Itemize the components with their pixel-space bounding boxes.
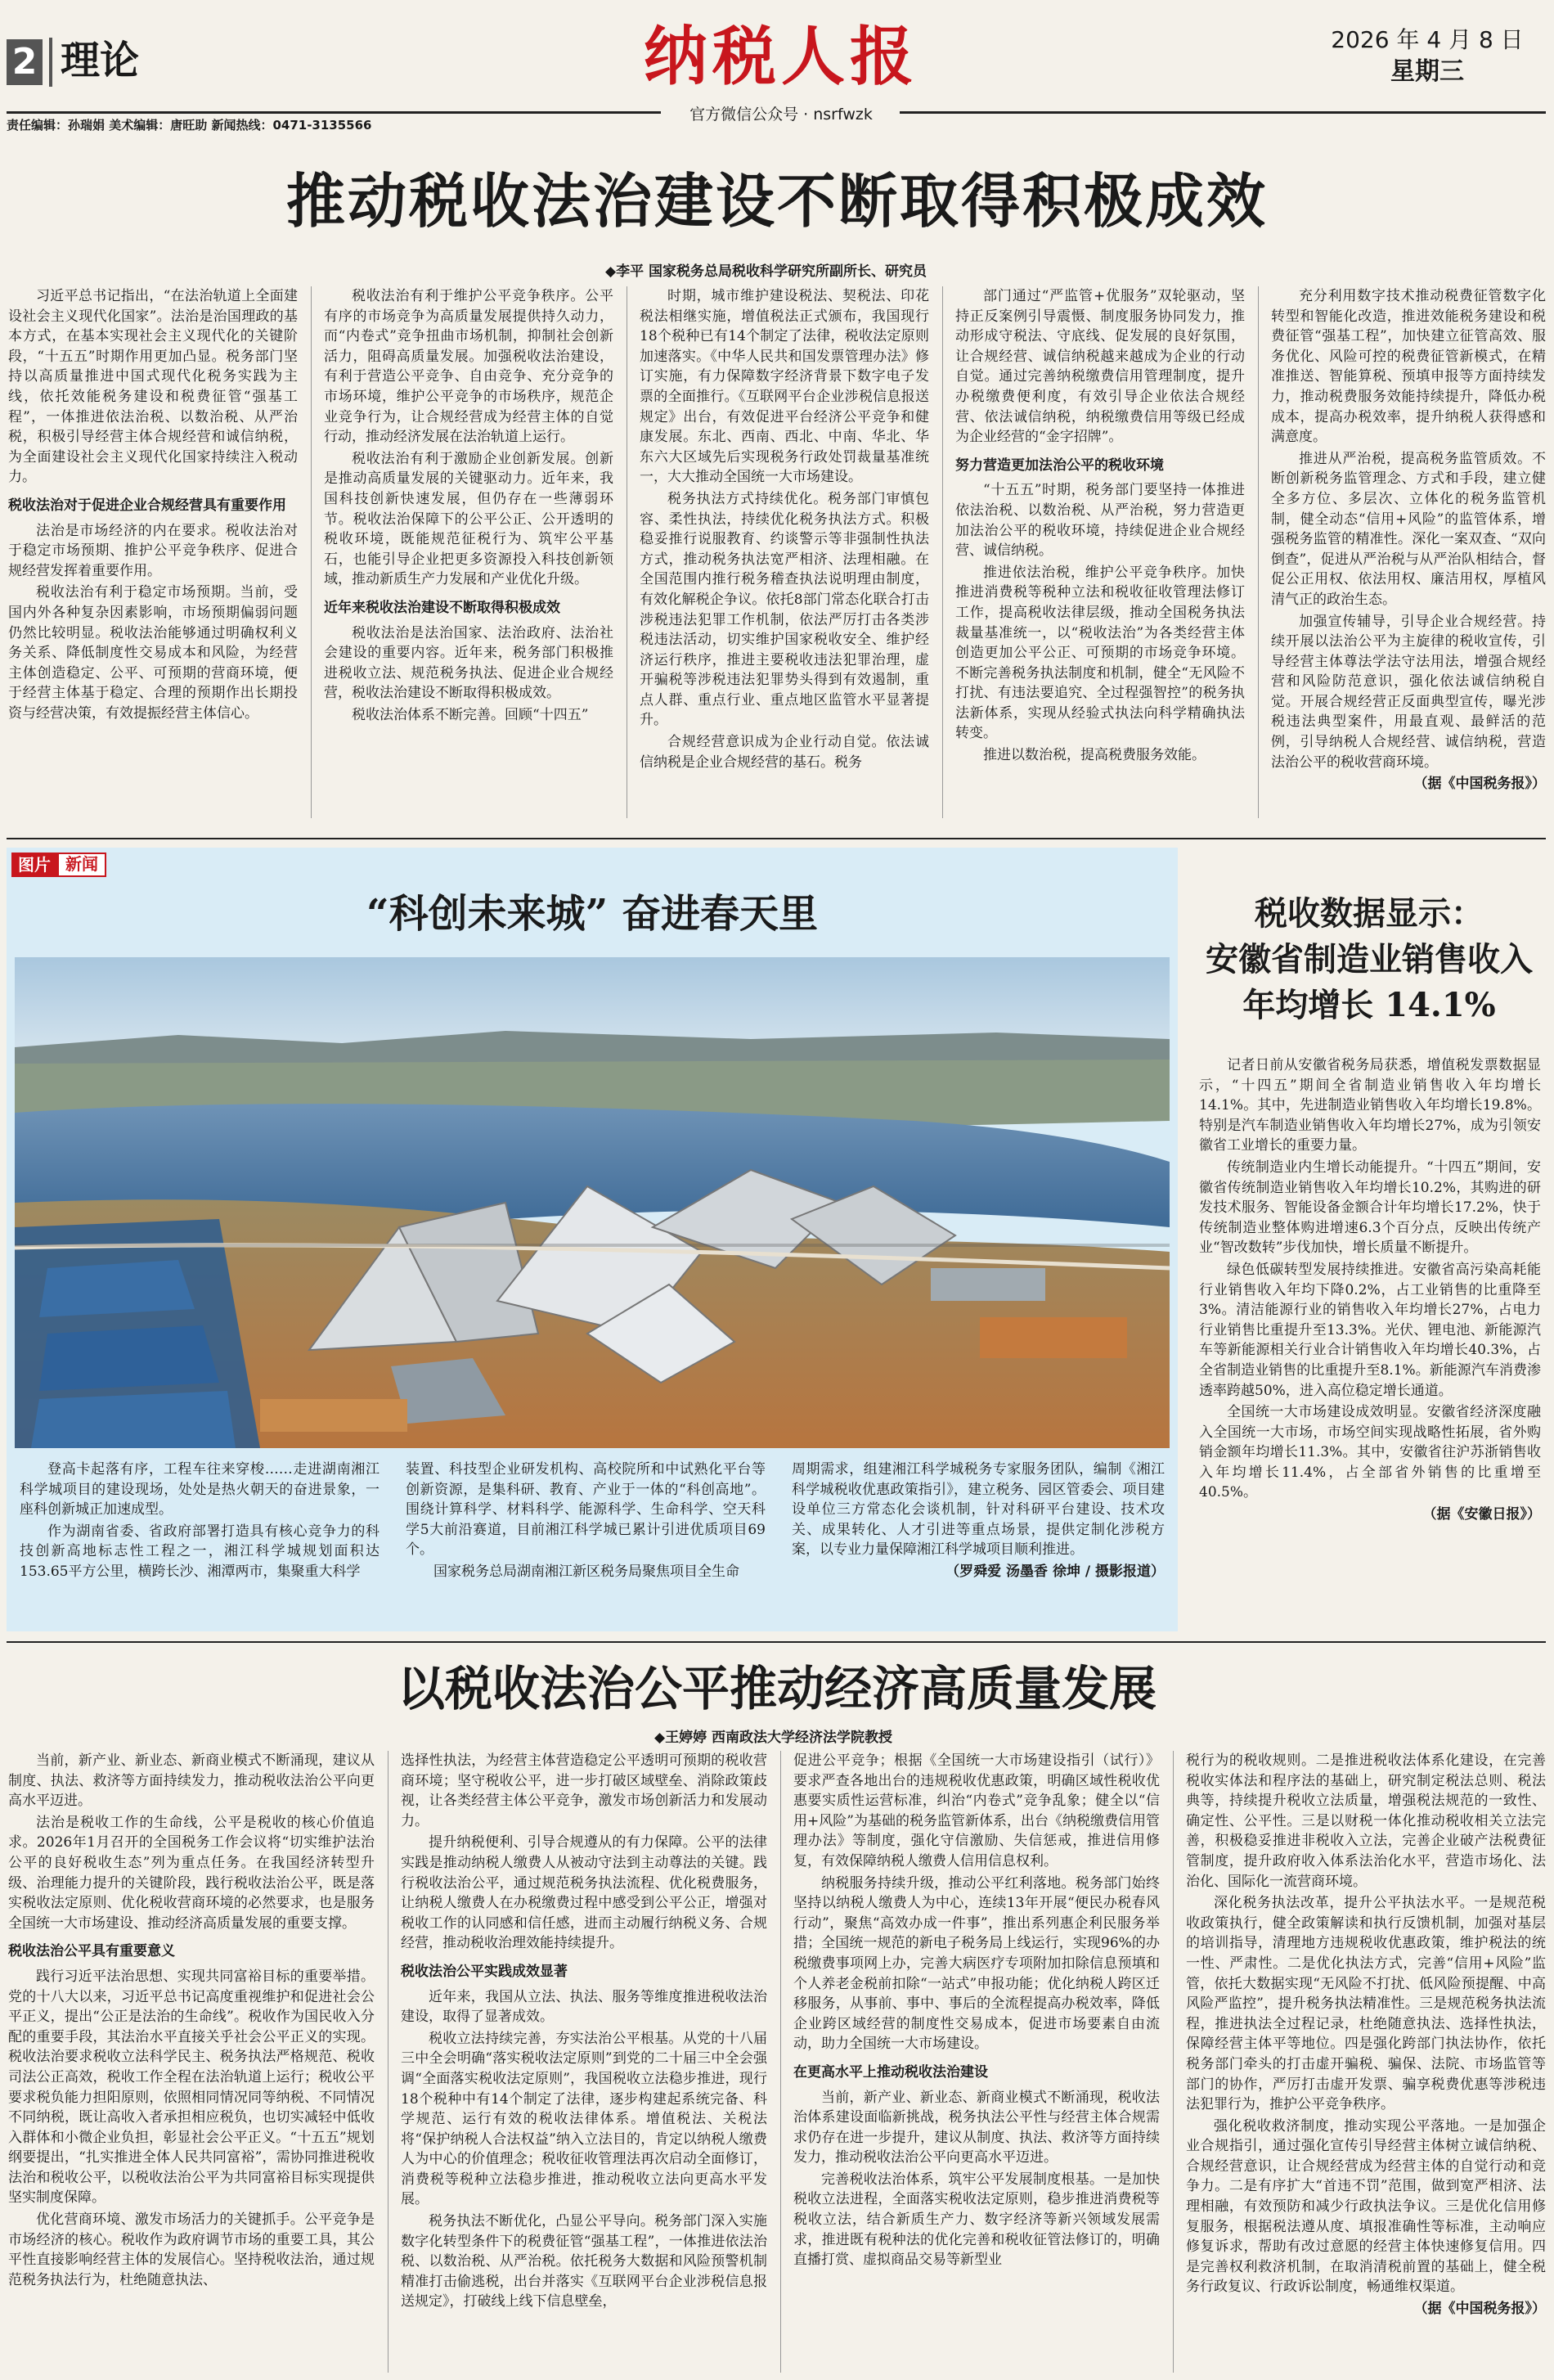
source-credit: （据《中国税务报》）: [1413, 2301, 1546, 2318]
paragraph: 记者日前从安徽省税务局获悉，增值税发票数据显示，“十四五”期间全省制造业销售收入年均增长14.1%。其中，先进制造业销售收入年均增长19.8%。特别是汽车制造业销售收入年均增长27%，成为引领安徽省工业增长的重要力量。: [1199, 1057, 1541, 1154]
photo-caption-column-1: [20, 1460, 380, 1623]
paragraph: 践行习近平法治思想、实现共同富裕目标的重要举措。党的十八大以来，习近平总书记高度重视维护和促进社会公平正义，提出“公正是法治的生命线”。税收作为国民收入分配的重要手段，其法治水平直接关乎社会公平正义的实现。税收法治要求税收立法科学民主、税务执法严格规范、税收司法公正高效，税收工作全程在法治轨道上运行；税收公平要求税负能力担阳原则，依照相同情况同等纳税、不同情况不同纳税，既让高收入者承担相应税负，也切实减轻中低收入群体和小微企业负担，彰显社会公平正义。“十五五”规划纲要提出，“扎实推进全体人民共同富裕”，需协同推进税收法治和税收公平，以税收法治公平为共同富裕目标实现提供坚实制度保障。: [8, 1968, 375, 2207]
paragraph: 装置、科技型企业研发机构、高校院所和中试熟化平台等创新资源，是集科研、教育、产业于一体的“科创高地”。围绕计算科学、材料科学、能源科学、生命科学、空天科学5大前沿赛道，目前湘江科学城已累计引进优质项目69个。: [406, 1461, 766, 1559]
paragraph: 习近平总书记指出，“在法治轨道上全面建设社会主义现代化国家”。法治是治国理政的基本方式，在基本实现社会主义现代化的关键阶段，“十五五”时期作用更加凸显。税务部门坚持以高质量推进中国式现代化税务实践为主线，依托效能税务建设和税费征管“强基工程”，一体推进依法治税、以数治税、从严治税，积极引导经营主体合规经营和诚信纳税，为全面建设社会主义现代化国家持续注入税动力。: [8, 288, 298, 486]
paragraph: 登高卡起落有序，工程车往来穿梭……走进湖南湘江科学城项目的建设现场，处处是热火朝天的奋进景象，一座科创新城正加速成型。: [20, 1461, 380, 1518]
aerial-photo-svg: [15, 957, 1170, 1448]
paragraph: 选择性执法，为经营主体营造稳定公平透明可预期的税收营商环境；坚守税收公平，进一步打破区域壁垒、消除政策歧视，让各类经营主体公平竞争，激发市场创新活力和发展动力。: [401, 1752, 767, 1829]
paragraph: 推进从严治税，提高税务监管质效。不断创新税务监管理念、方式和手段，建立健全多方位、多层次、立体化的税务监管机制，健全动态“信用+风险”的监管体系，增强税务监管的精准性。深化一案双查、“双向倒查”，促进从严治税与从严治队相结合，督促公正用权、依法用权、廉洁用权，厚植风清气正的政治生态。: [1271, 450, 1546, 608]
paragraph: 税务执法不断优化，凸显公平导向。税务部门深入实施数字化转型条件下的税费征管“强基工程”，一体推进依法治税、以数治税、从严治税。依托税务大数据和风险预警机制精准打击偷逃税，出台并落实《互联网平台企业涉税信息报送规定》，打破线上线下信息壁垒，: [401, 2213, 767, 2310]
construction-site-photo: [15, 957, 1170, 1448]
sidebar-article-body: [1199, 1055, 1541, 1628]
paragraph: 近年来，我国从立法、执法、服务等维度推进税收法治建设，取得了显著成效。: [401, 1988, 767, 2026]
section-name: [49, 38, 52, 87]
paragraph: 优化营商环境、激发市场活力的关键抓手。公平竞争是市场经济的核心。税收作为政府调节市场的重要工具，其公平性直接影响经营主体的发展信心。坚持税收法治，通过规范税务执法行为，杜绝随意执法、: [8, 2211, 375, 2288]
article2-column-4: [1186, 1751, 1546, 2373]
masthead-rule: [7, 111, 661, 114]
article2-column-2: [401, 1751, 767, 2373]
paragraph: 税务执法方式持续优化。税务部门审慎包容、柔性执法，持续优化税务执法方式。积极稳妥推行说服教育、约谈警示等非强制性执法方式，推动税务执法宽严相济、法理相融。在全国范围内推行税务稽查执法说明理由制度，有效化解税企争议。依托8部门常态化联合打击涉税违法犯罪工作机制，依法严厉打击各类涉税违法活动，切实维护国家税收安全、维护经济运行秩序，推进主要税收违法犯罪治理，虚开骗税等涉税违法犯罪势头得到有效遏制，重点人群、重点行业、重点地区监管水平显著提升。: [640, 490, 929, 729]
paragraph: 税收立法持续完善，夯实法治公平根基。从党的十八届三中全会明确“落实税收法定原则”到党的二十届三中全会强调“全面落实税收法定原则”，我国税收立法稳步推进，现行18个税种中有14个制定了法律，逐步构建起系统完备、科学规范、运行有效的税收法律体系。增值税法、关税法将“保护纳税人合法权益”纳入立法目的，肯定以纳税人缴费人为中心的价值理念；税收征收管理法再次启动全面修订，消费税等税种立法稳步推进，推动税收立法向更高水平发展。: [401, 2030, 767, 2208]
column-divider: [1173, 1751, 1174, 2373]
article2-byline: ◆王婷婷 西南政法大学经济法学院教授: [654, 1730, 892, 1746]
paragraph: 纳税服务持续升级，推动公平红利落地。税务部门始终坚持以纳税人缴费人为中心，连续13年开展“便民办税春风行动”，聚焦“高效办成一件事”，推出系列惠企利民服务举措；全国统一规范的新电子税务局上线运行，实现96%的办税缴费事项网上办，完善大病医疗专项附加扣除信息预填和个人养老金税前扣除“一站式”申报功能；优化纳税人跨区迁移服务，从事前、事中、事后的全流程提高办税效率，降低企业跨区域经营的制度性交易成本，促进市场要素自由流动，助力全国统一大市场建设。: [793, 1874, 1160, 2053]
article1-column-2: [324, 286, 613, 818]
section-divider: [7, 1641, 1546, 1643]
article1-column-1: [8, 286, 298, 818]
paragraph: 推进以数治税，提高税费服务效能。: [983, 747, 1206, 764]
subheading: 税收法治公平实践成效显著: [401, 1963, 568, 1980]
column-divider: [311, 286, 312, 818]
section-divider: [7, 838, 1546, 839]
paragraph: 全国统一大市场建设成效明显。安徽省经济深度融入全国统一大市场，市场空间实现战略性拓展，省外购销金额年均增长11.3%。其中，安徽省往沪苏浙销售收入年均增长11.4%，占全部省外销售的比重增至40.5%。: [1199, 1404, 1541, 1501]
issue-date: 2026 年 4 月 8 日: [1331, 26, 1524, 53]
masthead-rule-right: [900, 111, 1546, 114]
photo-news-title: “科创未来城” 奋进春天里: [366, 891, 818, 937]
paper-title: 纳税人报: [643, 20, 918, 94]
issue-weekday: 星期三: [1390, 57, 1464, 86]
paragraph: 合规经营意识成为企业行动自觉。依法诚信纳税是企业合规经营的基石。税务: [640, 734, 929, 771]
article1-column-4: [955, 286, 1245, 818]
subheading: 税收法治对于促进企业合规经营具有重要作用: [8, 497, 286, 514]
paragraph: 税收法治有利于维护公平竞争秩序。公平有序的市场竞争为高质量发展提供持久动力，而“内卷式”竞争扭曲市场机制，抑制社会创新活力，阻碍高质量发展。加强税收法治建设，有利于营造公平竞争、自由竞争、充分竞争的市场环境，维护公平竞争的市场秩序，规范企业竞争行为，让合规经营成为经营主体的自觉行动，推动经济发展在法治轨道上运行。: [324, 288, 613, 446]
paragraph: 加强宣传辅导，引导企业合规经营。持续开展以法治公平为主旋律的税收宣传，引导经营主体尊法学法守法用法，增强合规经营和风险防范意识，强化依法诚信纳税自觉。开展合规经营正反面典型宣传，曝光涉税违法典型案件，用最直观、最鲜活的范例，引导纳税人合规经营、诚信纳税，营造法治公平的税收营商环境。: [1271, 613, 1546, 771]
paragraph: 法治是税收工作的生命线，公平是税收的核心价值追求。2026年1月召开的全国税务工作会议将“切实维护法治公平的良好税收生态”列为重点任务。在我国经济转型升级、治理能力提升的关键阶段，践行税收法治公平，既是落实税收法定原则、优化税收营商环境的必然要求，也是服务全国统一大市场建设、推动经济高质量发展的重要支撑。: [8, 1814, 375, 1932]
article2-column-1: [8, 1751, 375, 2373]
paragraph: 税收法治体系不断完善。回顾“十四五”: [352, 706, 589, 723]
paragraph: 充分利用数字技术推动税费征管数字化转型和智能化改造，推进效能税务建设和税费征管“强基工程”，加快建立征管高效、服务优化、风险可控的税费征管新模式，在精准推送、智能算税、预填申报等方面持续发力，推动税费服务效能持续提升，降低办税成本，提高办税效率，提升纳税人获得感和满意度。: [1271, 288, 1546, 446]
article1-byline: ◆李平 国家税务总局税收科学研究所副所长、研究员: [605, 263, 927, 280]
paragraph: 强化税收救济制度，推动实现公平落地。一是加强企业合规指引，通过强化宣传引导经营主体树立诚信纳税、合规经营意识，让合规经营成为经营主体的自觉行动和竞争力。二是有序扩大“首违不罚”范围，做到宽严相济、法理相融，有效预防和减少行政执法争议。三是优化信用修复服务，根据税法遵从度、填报准确性等标准，主动响应修复诉求，帮助有改过意愿的经营主体快速修复信用。四是完善权利救济机制，在取消清税前置的基础上，健全税务行政复议、行政诉讼制度，畅通维权渠道。: [1186, 2117, 1546, 2296]
wechat-account: 官方微信公众号 · nsrfwzk: [689, 106, 873, 124]
column-divider: [1258, 286, 1259, 818]
photo-caption-column-3: [792, 1460, 1165, 1623]
paragraph: 作为湖南省委、省政府部署打造具有核心竞争力的科技创新高地标志性工程之一，湘江科学城规划面积达153.65平方公里，横跨长沙、湘潭两市，集聚重大科学: [20, 1523, 380, 1580]
paragraph: 提升纳税便利、引导合规遵从的有力保障。公平的法律实践是推动纳税人缴费人从被动守法到主动尊法的关键。践行税收法治公平，通过规范税务执法流程、优化税费服务，让纳税人缴费人在办税缴费过程中感受到公平公正，增强对税收工作的认同感和信任感，进而主动履行纳税义务、合规经营，推动税收治理效能持续提升。: [401, 1834, 767, 1952]
paragraph: 部门通过“严监管+优服务”双轮驱动，坚持正反案例引导震慑、制度服务协同发力，推动形成守税法、守底线、促发展的良好氛围，让合规经营、诚信纳税越来越成为企业的行动自觉。通过完善纳税缴费信用管理制度，提升办税缴费便利度，有效引导企业依法合规经营、依法诚信纳税，纳税缴费信用等级已经成为企业经营的“金字招牌”。: [955, 288, 1245, 446]
sidebar-title-line3: 年均增长 14.1%: [1242, 986, 1496, 1024]
article2-column-3: [793, 1751, 1160, 2373]
photo-caption-column-2: [406, 1460, 766, 1623]
paragraph: 当前，新产业、新业态、新商业模式不断涌现，建议从制度、执法、救济等方面持续发力，推动税收法治公平向更高水平迈进。: [8, 1752, 375, 1810]
article1-column-5: [1271, 286, 1546, 818]
article1-headline: 推动税收法治建设不断取得积极成效: [285, 166, 1268, 236]
section-title: 理论: [61, 38, 140, 83]
source-credit: （据《中国税务报》）: [1413, 776, 1546, 793]
page-number-box: 2: [7, 39, 43, 85]
paragraph: 税收法治有利于激励企业创新发展。创新是推动高质量发展的关键驱动力。近年来，我国科技创新快速发展，但仍存在一些薄弱环节。税收法治保障下的公平公正、公开透明的税收环境，既能规范征税行为、筑牢公平基石，也能引导企业把更多资源投入科技创新领域，推动新质生产力发展和产业优化升级。: [324, 450, 613, 588]
paragraph: 时期，城市维护建设税法、契税法、印花税法相继实施，增值税法正式颁布，我国现行18个税种已有14个制定了法律，税收法定原则加速落实。《中华人民共和国发票管理办法》修订实施，有力保障数字经济背景下数字电子发票的全面推行。《互联网平台企业涉税信息报送规定》出台，有效促进平台经济公平竞争和健康发展。东北、西南、西北、中南、华北、华东六大区域先后实现税务行政处罚裁量基准统一，大大推动全国统一大市场建设。: [640, 288, 929, 486]
paragraph: 税收法治有利于稳定市场预期。当前，受国内外各种复杂因素影响，市场预期偏弱问题仍然比较明显。税收法治能够通过明确权利义务关系、降低制度性交易成本和风险，为经营主体创造稳定、公平、可预期的营商环境，便于经营主体基于稳定、合理的预期作出长期投资与经营决策，有效提振经营主体信心。: [8, 584, 298, 722]
paragraph: 周期需求，组建湘江科学城税务专家服务团队，编制《湘江科学城税收优惠政策指引》，建立税务、园区管委会、项目建设单位三方常态化会谈机制，针对科研平台建设、技术攻关、成果转化、人才引进等重点场景，提供定制化涉税方案，以专业力量保障湘江科学城项目顺利推进。: [792, 1461, 1165, 1559]
subheading: 近年来税收法治建设不断取得积极成效: [324, 599, 560, 616]
subheading: 努力营造更加法治公平的税收环境: [955, 457, 1164, 474]
paragraph: 国家税务总局湖南湘江新区税务局聚焦项目全生命: [433, 1563, 739, 1580]
subheading: 税收法治公平具有重要意义: [8, 1943, 175, 1960]
article1-column-3: [640, 286, 929, 818]
paragraph: 推进依法治税，维护公平竞争秩序。加快推进消费税等税种立法和税收征收管理法修订工作，提高税收法律层级，推动全国税务执法裁量基准统一，以“税收法治”为各类经营主体创造更加公平公正、可预期的市场竞争环境。不断完善税务执法制度和机制，健全“无风险不打扰、有违法要追究、全过程强智控”的税务执法新体系，实现从经验式执法向科学精确执法转变。: [955, 564, 1245, 742]
subheading: 在更高水平上推动税收法治建设: [793, 2063, 988, 2081]
column-divider: [942, 286, 943, 818]
paragraph: 传统制造业内生增长动能提升。“十四五”期间，安徽省传统制造业销售收入年均增长10.2%，其购进的研发技术服务、智能设备金额合计年均增长17.2%，快于传统制造业整体购进增速6.3个百分点，反映出传统产业“智改数转”步伐加快，增长质量不断提升。: [1199, 1159, 1541, 1257]
sidebar-title-line1: 税收数据显示：: [1255, 894, 1484, 933]
paragraph: 完善税收法治体系，筑牢公平发展制度根基。一是加快税收立法进程，全面落实税收法定原则，稳步推进消费税等税收立法，结合新质生产力、数字经济等新兴领域发展需求，推进既有税种法的优化完善和税收征管法修订的，明确直播打赏、虚拟商品交易等新型业: [793, 2171, 1160, 2269]
paragraph: 绿色低碳转型发展持续推进。安徽省高污染高耗能行业销售收入年均下降0.2%，占工业销售的比重降至3%。清洁能源行业的销售收入年均增长27%，占电力行业销售比重提升至13.3%。光伏、锂电池、新能源汽车等新能源相关行业合计销售收入年均增长40.3%，占全省制造业销售的比重提升至8.1%。新能源汽车消费渗透率跨越50%，进入高位稳定增长通道。: [1199, 1261, 1541, 1399]
paragraph: 税行为的税收规则。二是推进税收法体系化建设，在完善税收实体法和程序法的基础上，研究制定税法总则、税法典等，持续提升税收立法质量，增强税法规范的一致性、确定性、公平性。三是以财税一体化推动税收相关立法完善，积极稳妥推进非税收入立法，完善企业破产法税费征管制度，提升政府收入体系法治化水平，营造市场化、法治化、国际化一流营商环境。: [1186, 1752, 1546, 1890]
source-credit: （罗舜爱 汤墨香 徐坤 / 摄影报道）: [945, 1563, 1165, 1580]
article2-headline: 以税收法治公平推动经济高质量发展: [397, 1661, 1157, 1716]
paragraph: 法治是市场经济的内在要求。税收法治对于稳定市场预期、推护公平竞争秩序、促进合规经营发挥着重要作用。: [8, 522, 298, 579]
source-credit: （据《安徽日报》）: [1422, 1506, 1541, 1523]
sidebar-title-line2: 安徽省制造业销售收入: [1206, 940, 1533, 979]
paragraph: “十五五”时期，税务部门要坚持一体推进依法治税、以数治税、从严治税，努力营造更加法治公平的税收环境，持续促进企业合规经营、诚信纳税。: [955, 482, 1245, 560]
news-tag-label: 新闻: [57, 853, 106, 877]
paragraph: 促进公平竞争；根据《全国统一大市场建设指引（试行）》要求严查各地出台的违规税收优惠政策，明确区域性税收优惠要实质性运营标准，纠治“内卷式”竞争乱象；健全以“信用+风险”为基础的税务监管新体系，出台《纳税缴费信用管理办法》等制度，强化守信激励、失信惩戒，推进信用修复，有效保障纳税人缴费人信用信息权利。: [793, 1752, 1160, 1869]
photo-tag-label: 图片: [11, 853, 57, 877]
paragraph: 深化税务执法改革，提升公平执法水平。一是规范税收政策执行，健全政策解读和执行反馈机制，加强对基层的培训指导，清理地方违规税收优惠政策，维护税法的统一性、严肃性。二是优化执法方式，完善“信用+风险”监管，依托大数据实现“无风险不打扰、低风险预提醒、中高风险严监控”，提升税务执法精准性。三是规范税务执法流程，推进执法全过程记录，杜绝随意执法、选择性执法，保障经营主体平等地位。四是强化跨部门执法协作，依托税务部门牵头的打击虚开骗税、骗保、法院、市场监管等部门的协作，严厉打击虚开发票、骗享税费优惠等涉税违法犯罪行为，推护公平竞争秩序。: [1186, 1895, 1546, 2113]
editor-line: 责任编辑：孙瑞娟 美术编辑：唐旺助 新闻热线：0471-3135566: [7, 118, 372, 133]
paragraph: 税收法治是法治国家、法治政府、法治社会建设的重要内容。近年来，税务部门积极推进税收立法、规范税务执法、促进企业合规经营，税收法治建设不断取得积极成效。: [324, 624, 613, 702]
photo-news-tag: [11, 853, 106, 877]
column-divider: [780, 1751, 781, 2373]
paragraph: 当前，新产业、新业态、新商业模式不断涌现，税收法治体系建设面临新挑战，税务执法公平性与经营主体合规需求仍存在进一步提升，建议从制度、执法、救济等方面持续发力，推动税收法治公平向更高水平迈进。: [793, 2089, 1160, 2166]
